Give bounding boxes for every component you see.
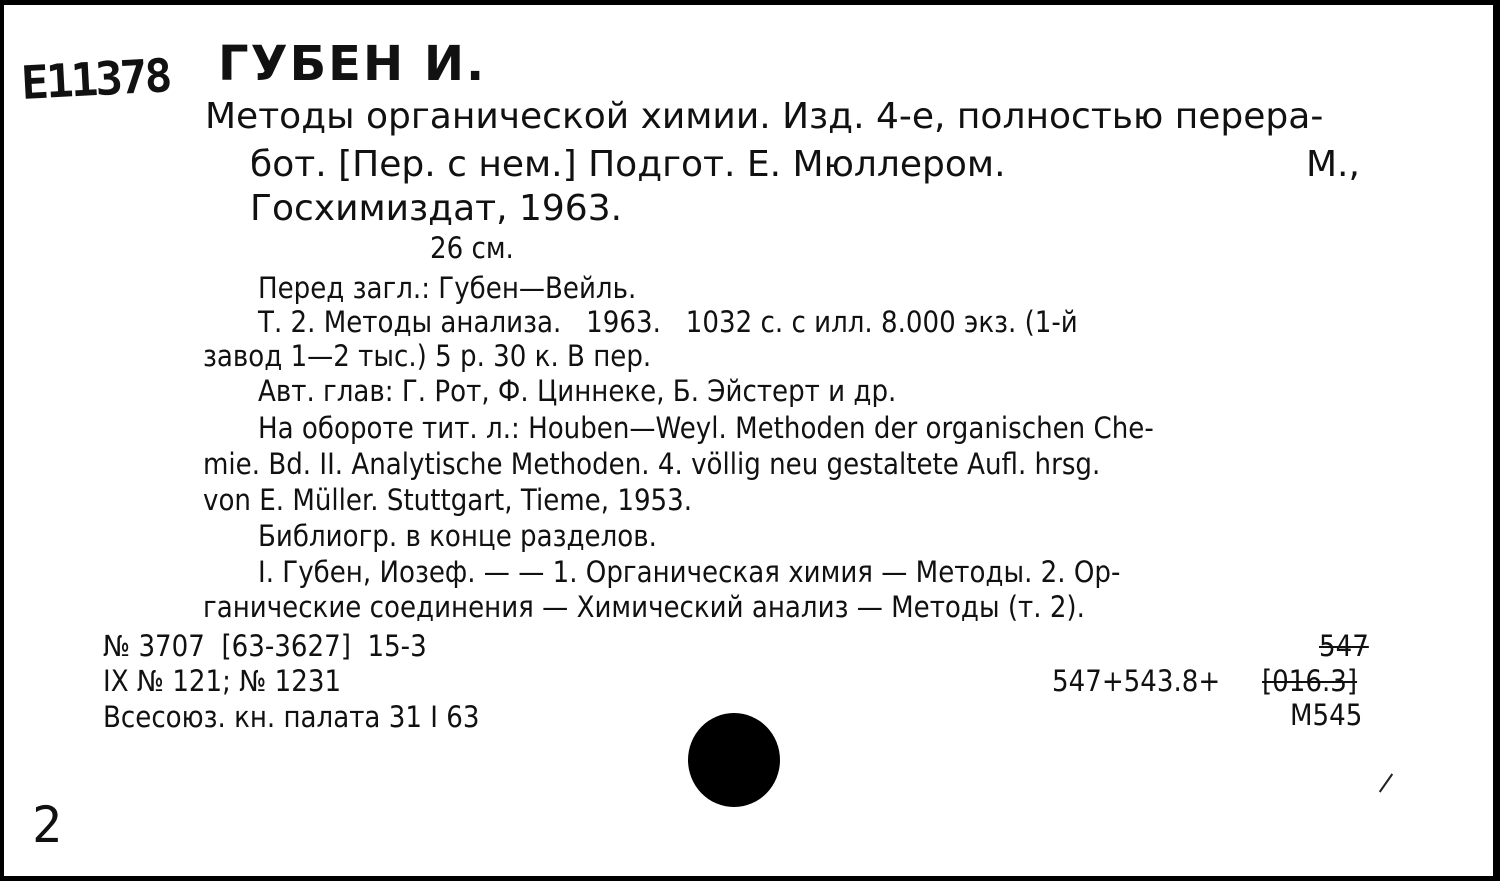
note-line-4: Авт. глав: Г. Рот, Ф. Циннеке, Б. Эйстерт и др. xyxy=(258,374,897,408)
footer-left-line-1: № 3707 [63-3627] 15-3 xyxy=(103,629,427,663)
shelfmark: E11378 xyxy=(19,48,171,110)
publication-place: М., xyxy=(1306,144,1360,185)
struck-class-code: 547 xyxy=(1319,629,1369,663)
card-border-top xyxy=(0,0,1500,5)
card-border-right xyxy=(1493,0,1500,881)
classification-code: 547+543.8+ xyxy=(1052,664,1221,698)
note-line-2: Т. 2. Методы анализа. 1963. 1032 с. с илл. 8.000 экз. (1-й xyxy=(258,305,1078,339)
author-heading: ГУБЕН И. xyxy=(218,36,487,92)
note-line-1: Перед загл.: Губен—Вейль. xyxy=(258,271,637,305)
note-line-5: На обороте тит. л.: Houben—Weyl. Methoden der organischen Che- xyxy=(258,411,1154,445)
punch-hole xyxy=(688,713,780,807)
note-line-8: Библиогр. в конце разделов. xyxy=(258,519,657,553)
physical-size: 26 см. xyxy=(430,231,514,265)
title-line-3: Госхимиздат, 1963. xyxy=(250,188,623,229)
note-line-3: завод 1—2 тыс.) 5 р. 30 к. В пер. xyxy=(203,339,652,373)
card-border-left xyxy=(0,0,4,881)
stray-mark xyxy=(1379,773,1393,792)
title-line-2: бот. [Пер. с нем.] Подгот. Е. Мюллером. xyxy=(250,144,1006,185)
note-line-10: ганические соединения — Химический анализ — Методы (т. 2). xyxy=(203,590,1085,624)
card-border-bottom xyxy=(0,876,1500,881)
footer-left-line-3: Всесоюз. кн. палата 31 I 63 xyxy=(103,700,480,734)
note-line-6: mie. Bd. II. Analytische Methoden. 4. völlig neu gestaltete Aufl. hrsg. xyxy=(203,447,1101,481)
footer-left-line-2: IX № 121; № 1231 xyxy=(103,664,342,698)
handwritten-number: 2 xyxy=(32,796,63,854)
title-line-1: Методы органической химии. Изд. 4-е, полностью перера- xyxy=(205,96,1324,137)
cutter-number: М545 xyxy=(1290,698,1363,732)
note-line-7: von E. Müller. Stuttgart, Tieme, 1953. xyxy=(203,483,693,517)
note-line-9: I. Губен, Иозеф. — — 1. Органическая химия — Методы. 2. Ор- xyxy=(258,555,1121,589)
classification-struck: [016.3] xyxy=(1262,664,1358,698)
